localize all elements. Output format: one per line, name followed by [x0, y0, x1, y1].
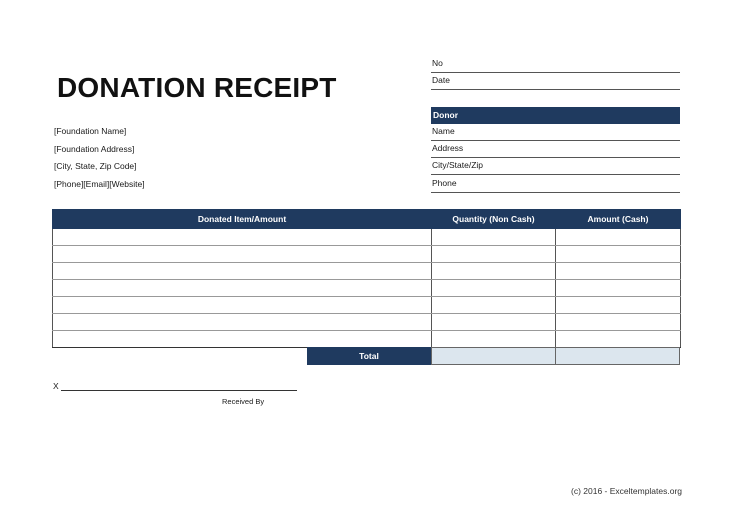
quantity-cell[interactable] — [432, 246, 556, 263]
foundation-info — [54, 125, 145, 195]
table-row — [53, 297, 681, 314]
table-row — [53, 229, 681, 246]
donor-city-label: City/State/Zip — [432, 160, 484, 170]
item-cell[interactable] — [53, 331, 432, 348]
amount-cell[interactable] — [556, 229, 681, 246]
amount-cell[interactable] — [556, 246, 681, 263]
table-row — [53, 280, 681, 297]
receipt-title: DONATION RECEIPT — [57, 72, 337, 103]
foundation-address[interactable]: [Foundation Address] — [54, 143, 135, 154]
receipt-date-label: Date — [432, 75, 450, 85]
item-cell[interactable] — [53, 314, 432, 331]
footer-copyright: (c) 2016 - Exceltemplates.org — [571, 486, 683, 496]
foundation-contact[interactable]: [Phone][Email][Website] — [54, 178, 145, 189]
receipt-date-field[interactable] — [431, 74, 680, 90]
column-header-item: Donated Item/Amount — [53, 210, 432, 229]
item-cell[interactable] — [53, 246, 432, 263]
quantity-cell[interactable] — [432, 229, 556, 246]
amount-cell[interactable] — [556, 331, 681, 348]
total-quantity-cell[interactable] — [431, 347, 556, 365]
quantity-cell[interactable] — [432, 314, 556, 331]
item-cell[interactable] — [53, 280, 432, 297]
donated-items-table — [52, 209, 681, 348]
receipt-no-label: No — [432, 58, 443, 68]
quantity-cell[interactable] — [432, 280, 556, 297]
table-row — [53, 263, 681, 280]
foundation-name[interactable]: [Foundation Name] — [54, 126, 127, 136]
amount-cell[interactable] — [556, 263, 681, 280]
signature-line[interactable] — [61, 390, 297, 391]
donor-city-field[interactable] — [431, 159, 680, 175]
table-header-row — [53, 210, 681, 229]
quantity-cell[interactable] — [432, 297, 556, 314]
item-cell[interactable] — [53, 297, 432, 314]
amount-cell[interactable] — [556, 314, 681, 331]
donor-address-field[interactable] — [431, 142, 680, 158]
total-amount-cell[interactable] — [555, 347, 680, 365]
foundation-city[interactable]: [City, State, Zip Code] — [54, 161, 137, 171]
donor-header: Donor — [431, 107, 680, 124]
table-row — [53, 314, 681, 331]
donor-phone-field[interactable] — [431, 177, 680, 193]
donor-name-label: Name — [432, 126, 455, 136]
donor-name-field[interactable] — [431, 125, 680, 141]
received-by-label: Received By — [222, 397, 265, 406]
quantity-cell[interactable] — [432, 263, 556, 280]
column-header-amount: Amount (Cash) — [556, 210, 681, 229]
quantity-cell[interactable] — [432, 331, 556, 348]
item-cell[interactable] — [53, 263, 432, 280]
column-header-quantity: Quantity (Non Cash) — [432, 210, 556, 229]
table-row — [53, 331, 681, 348]
receipt-no-field[interactable] — [431, 57, 680, 73]
amount-cell[interactable] — [556, 297, 681, 314]
item-cell[interactable] — [53, 229, 432, 246]
donor-address-label: Address — [432, 143, 464, 153]
table-row — [53, 246, 681, 263]
total-label: Total — [307, 347, 431, 365]
amount-cell[interactable] — [556, 280, 681, 297]
signature-x-mark: X — [53, 381, 59, 391]
donor-phone-label: Phone — [432, 178, 457, 188]
